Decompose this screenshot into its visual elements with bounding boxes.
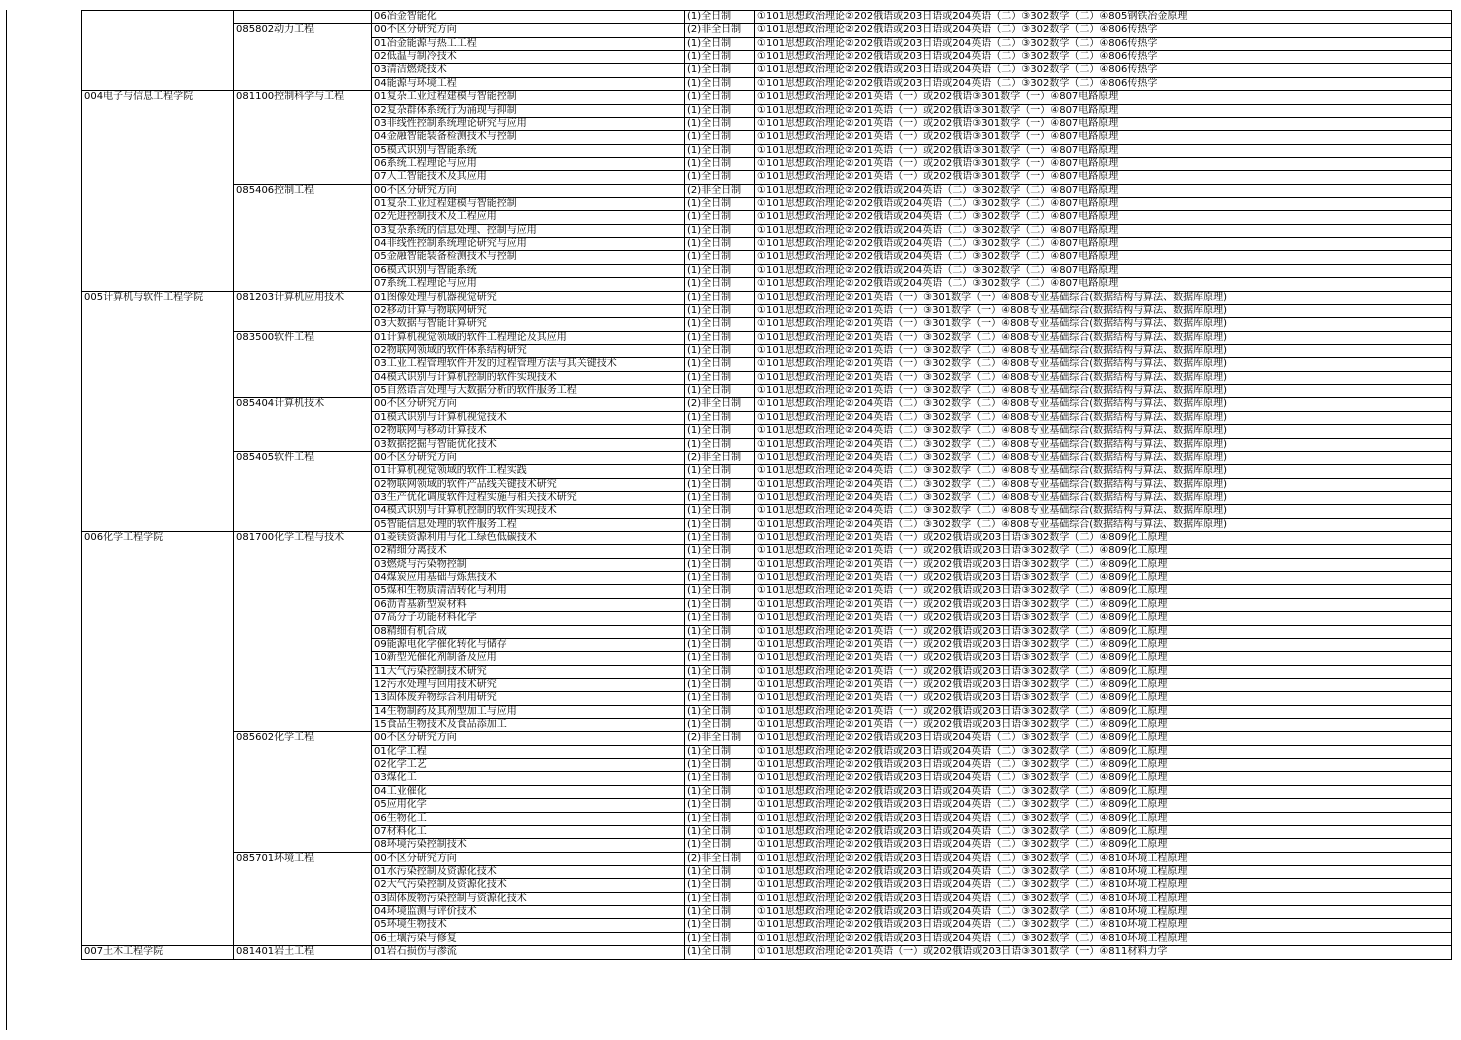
study-mode-cell: (1)全日制 [685,759,755,772]
exam-subjects-cell: ①101思想政治理论②202俄语或203日语或204英语（二）③302数学（二）④805钢铁冶金原理 [755,11,1452,24]
exam-subjects-cell: ①101思想政治理论②202俄语或203日语或204英语（二）③302数学（二）④806传热学 [755,37,1452,50]
research-direction-cell: 01化学工程 [372,745,685,758]
study-mode-cell: (1)全日制 [685,358,755,371]
exam-subjects-cell: ①101思想政治理论②202俄语或204英语（二）③302数学（二）④807电路原理 [755,251,1452,264]
exam-subjects-cell: ①101思想政治理论②204英语（二）③302数学（二）④808专业基础综合(数据结构与算法、数据库原理) [755,438,1452,451]
study-mode-cell: (2)非全日制 [685,852,755,865]
research-direction-cell: 00不区分研究方向 [372,451,685,464]
table-row [82,852,1452,865]
research-direction-cell: 02低温与制冷技术 [372,51,685,64]
exam-subjects-cell: ①101思想政治理论②202俄语或203日语或204英语（二）③302数学（二）④810环境工程原理 [755,919,1452,932]
study-mode-cell: (1)全日制 [685,411,755,424]
exam-subjects-cell: ①101思想政治理论②201英语（一）或202俄语或203日语③301数学（一）④811材料力学 [755,946,1452,959]
study-mode-cell: (2)非全日制 [685,184,755,197]
research-direction-cell: 03大数据与智能计算研究 [372,318,685,331]
study-mode-cell: (1)全日制 [685,932,755,945]
research-direction-cell: 02物联网与移动计算技术 [372,425,685,438]
study-mode-cell: (1)全日制 [685,278,755,291]
exam-subjects-cell: ①101思想政治理论②201英语（一）或202俄语或203日语③302数学（二）④809化工原理 [755,625,1452,638]
exam-subjects-cell: ①101思想政治理论②201英语（一）或202俄语或203日语③302数学（二）④809化工原理 [755,545,1452,558]
major-cell: 085802动力工程 [234,24,372,91]
research-direction-cell: 07材料化工 [372,825,685,838]
research-direction-cell: 01图像处理与机器视觉研究 [372,291,685,304]
major-cell: 081700化学工程与技术 [234,532,372,732]
research-direction-cell: 01菱镁资源利用与化工绿色低碳技术 [372,532,685,545]
study-mode-cell: (1)全日制 [685,11,755,24]
research-direction-cell: 00不区分研究方向 [372,852,685,865]
research-direction-cell: 03复杂系统的信息处理、控制与应用 [372,224,685,237]
exam-subjects-cell: ①101思想政治理论②201英语（一）或202俄语或203日语③302数学（二）④809化工原理 [755,638,1452,651]
research-direction-cell: 03工业工程管理软件开发的过程管理方法与其关键技术 [372,358,685,371]
table-row [82,451,1452,464]
study-mode-cell: (1)全日制 [685,198,755,211]
study-mode-cell: (1)全日制 [685,371,755,384]
exam-subjects-cell: ①101思想政治理论②201英语（一）或202俄语③301数学（一）④807电路原理 [755,144,1452,157]
major-cell: 083500软件工程 [234,331,372,398]
study-mode-cell: (1)全日制 [685,678,755,691]
research-direction-cell: 02复杂群体系统行为涌现与抑制 [372,104,685,117]
exam-subjects-cell: ①101思想政治理论②201英语（一）③302数学（二）④808专业基础综合(数据结构与算法、数据库原理) [755,371,1452,384]
major-cell: 085405软件工程 [234,451,372,531]
exam-subjects-cell: ①101思想政治理论②204英语（二）③302数学（二）④808专业基础综合(数据结构与算法、数据库原理) [755,411,1452,424]
table-row [82,946,1452,959]
study-mode-cell: (1)全日制 [685,545,755,558]
major-cell: 081401岩土工程 [234,946,372,959]
exam-subjects-cell: ①101思想政治理论②201英语（一）或202俄语或203日语③302数学（二）④809化工原理 [755,678,1452,691]
study-mode-cell: (1)全日制 [685,291,755,304]
study-mode-cell: (1)全日制 [685,104,755,117]
table-row [82,291,1452,304]
exam-subjects-cell: ①101思想政治理论②202俄语或204英语（二）③302数学（二）④807电路原理 [755,198,1452,211]
study-mode-cell: (1)全日制 [685,625,755,638]
study-mode-cell: (1)全日制 [685,839,755,852]
exam-subjects-cell: ①101思想政治理论②202俄语或204英语（二）③302数学（二）④807电路原理 [755,184,1452,197]
exam-subjects-cell: ①101思想政治理论②204英语（二）③302数学（二）④808专业基础综合(数据结构与算法、数据库原理) [755,478,1452,491]
study-mode-cell: (1)全日制 [685,385,755,398]
exam-subjects-cell: ①101思想政治理论②202俄语或203日语或204英语（二）③302数学（二）④810环境工程原理 [755,892,1452,905]
research-direction-cell: 09能源电化学催化转化与储存 [372,638,685,651]
research-direction-cell: 02移动计算与物联网研究 [372,304,685,317]
research-direction-cell: 00不区分研究方向 [372,732,685,745]
exam-subjects-cell: ①101思想政治理论②204英语（二）③302数学（二）④808专业基础综合(数据结构与算法、数据库原理) [755,398,1452,411]
research-direction-cell: 02大气污染控制及资源化技术 [372,879,685,892]
study-mode-cell: (1)全日制 [685,892,755,905]
study-mode-cell: (1)全日制 [685,585,755,598]
research-direction-cell: 03固体废物污染控制与资源化技术 [372,892,685,905]
research-direction-cell: 08环境污染控制技术 [372,839,685,852]
table-row [82,91,1452,104]
exam-subjects-cell: ①101思想政治理论②201英语（一）或202俄语或203日语③302数学（二）④809化工原理 [755,692,1452,705]
study-mode-cell: (2)非全日制 [685,451,755,464]
study-mode-cell: (1)全日制 [685,825,755,838]
exam-subjects-cell: ①101思想政治理论②202俄语或204英语（二）③302数学（二）④807电路原理 [755,264,1452,277]
exam-subjects-cell: ①101思想政治理论②202俄语或203日语或204英语（二）③302数学（二）④810环境工程原理 [755,906,1452,919]
study-mode-cell: (1)全日制 [685,238,755,251]
study-mode-cell: (1)全日制 [685,304,755,317]
study-mode-cell: (1)全日制 [685,879,755,892]
study-mode-cell: (1)全日制 [685,51,755,64]
study-mode-cell: (1)全日制 [685,598,755,611]
research-direction-cell: 04金融智能装备检测技术与控制 [372,131,685,144]
exam-subjects-cell: ①101思想政治理论②204英语（二）③302数学（二）④808专业基础综合(数据结构与算法、数据库原理) [755,425,1452,438]
research-direction-cell: 05金融智能装备检测技术与控制 [372,251,685,264]
research-direction-cell: 03清洁燃烧技术 [372,64,685,77]
study-mode-cell: (1)全日制 [685,919,755,932]
study-mode-cell: (1)全日制 [685,224,755,237]
study-mode-cell: (1)全日制 [685,318,755,331]
study-mode-cell: (1)全日制 [685,558,755,571]
study-mode-cell: (1)全日制 [685,612,755,625]
college-cell: 005计算机与软件工程学院 [82,291,234,531]
research-direction-cell: 01计算机视觉领域的软件工程理论及其应用 [372,331,685,344]
exam-subjects-cell: ①101思想政治理论②202俄语或204英语（二）③302数学（二）④807电路原理 [755,224,1452,237]
exam-subjects-cell: ①101思想政治理论②201英语（一）或202俄语或203日语③302数学（二）④809化工原理 [755,705,1452,718]
research-direction-cell: 04煤炭应用基础与炼焦技术 [372,572,685,585]
research-direction-cell: 02先进控制技术及工程应用 [372,211,685,224]
research-direction-cell: 03燃烧与污染物控制 [372,558,685,571]
table-row [82,732,1452,745]
research-direction-cell: 01模式识别与计算机视觉技术 [372,411,685,424]
research-direction-cell: 00不区分研究方向 [372,184,685,197]
research-direction-cell: 03生产优化调度软件过程实施与相关技术研究 [372,491,685,504]
exam-subjects-cell: ①101思想政治理论②201英语（一）或202俄语或203日语③302数学（二）④809化工原理 [755,665,1452,678]
exam-subjects-cell: ①101思想政治理论②201英语（一）或202俄语或203日语③302数学（二）④809化工原理 [755,585,1452,598]
research-direction-cell: 05自然语言处理与大数据分析的软件服务工程 [372,385,685,398]
research-direction-cell: 01复杂工业过程建模与智能控制 [372,198,685,211]
exam-subjects-cell: ①101思想政治理论②201英语（一）③301数学（一）④808专业基础综合(数据结构与算法、数据库原理) [755,304,1452,317]
research-direction-cell: 03数据挖掘与智能优化技术 [372,438,685,451]
research-direction-cell: 01计算机视觉领域的软件工程实践 [372,465,685,478]
exam-subjects-cell: ①101思想政治理论②202俄语或204英语（二）③302数学（二）④807电路原理 [755,238,1452,251]
exam-subjects-cell: ①101思想政治理论②204英语（二）③302数学（二）④808专业基础综合(数据结构与算法、数据库原理) [755,451,1452,464]
study-mode-cell: (1)全日制 [685,211,755,224]
study-mode-cell: (2)非全日制 [685,732,755,745]
exam-subjects-cell: ①101思想政治理论②202俄语或203日语或204英语（二）③302数学（二）④809化工原理 [755,839,1452,852]
study-mode-cell: (1)全日制 [685,665,755,678]
college-cell: 006化学工程学院 [82,532,234,946]
study-mode-cell: (1)全日制 [685,505,755,518]
exam-subjects-cell: ①101思想政治理论②201英语（一）或202俄语③301数学（一）④807电路原理 [755,171,1452,184]
study-mode-cell: (1)全日制 [685,438,755,451]
research-direction-cell: 07高分子功能材料化学 [372,612,685,625]
study-mode-cell: (1)全日制 [685,785,755,798]
exam-subjects-cell: ①101思想政治理论②201英语（一）或202俄语或203日语③302数学（二）④809化工原理 [755,612,1452,625]
exam-subjects-cell: ①101思想政治理论②202俄语或203日语或204英语（二）③302数学（二）④809化工原理 [755,745,1452,758]
exam-subjects-cell: ①101思想政治理论②201英语（一）③302数学（二）④808专业基础综合(数据结构与算法、数据库原理) [755,331,1452,344]
study-mode-cell: (1)全日制 [685,344,755,357]
college-cell [82,11,234,91]
study-mode-cell: (1)全日制 [685,946,755,959]
study-mode-cell: (1)全日制 [685,465,755,478]
table-row [82,398,1452,411]
research-direction-cell: 08精细有机合成 [372,625,685,638]
study-mode-cell: (1)全日制 [685,131,755,144]
study-mode-cell: (1)全日制 [685,692,755,705]
study-mode-cell: (1)全日制 [685,719,755,732]
research-direction-cell: 01复杂工业过程建模与智能控制 [372,91,685,104]
study-mode-cell: (1)全日制 [685,77,755,90]
table-row [82,11,1452,24]
research-direction-cell: 06土壤污染与修复 [372,932,685,945]
study-mode-cell: (1)全日制 [685,331,755,344]
study-mode-cell: (1)全日制 [685,772,755,785]
research-direction-cell: 05智能信息处理的软件服务工程 [372,518,685,531]
table-row [82,331,1452,344]
major-cell: 081100控制科学与工程 [234,91,372,185]
college-cell: 007土木工程学院 [82,946,234,959]
exam-subjects-cell: ①101思想政治理论②202俄语或203日语或204英语（二）③302数学（二）④809化工原理 [755,799,1452,812]
exam-subjects-cell: ①101思想政治理论②201英语（一）或202俄语③301数学（一）④807电路原理 [755,117,1452,130]
study-mode-cell: (2)非全日制 [685,24,755,37]
major-cell: 085406控制工程 [234,184,372,291]
research-direction-cell: 06沥青基新型炭材料 [372,598,685,611]
research-direction-cell: 11大气污染控制技术研究 [372,665,685,678]
study-mode-cell: (1)全日制 [685,866,755,879]
college-cell: 004电子与信息工程学院 [82,91,234,291]
research-direction-cell: 14生物制药及其剂型加工与应用 [372,705,685,718]
table-row [82,532,1452,545]
exam-subjects-cell: ①101思想政治理论②201英语（一）或202俄语③301数学（一）④807电路原理 [755,104,1452,117]
exam-subjects-cell: ①101思想政治理论②201英语（一）或202俄语或203日语③302数学（二）④809化工原理 [755,572,1452,585]
exam-subjects-cell: ①101思想政治理论②201英语（一）或202俄语或203日语③302数学（二）④809化工原理 [755,532,1452,545]
study-mode-cell: (1)全日制 [685,171,755,184]
exam-subjects-cell: ①101思想政治理论②202俄语或203日语或204英语（二）③302数学（二）④809化工原理 [755,732,1452,745]
study-mode-cell: (1)全日制 [685,572,755,585]
study-mode-cell: (1)全日制 [685,37,755,50]
admissions-catalog-table [81,10,1452,960]
research-direction-cell: 01水污染控制及资源化技术 [372,866,685,879]
study-mode-cell: (1)全日制 [685,532,755,545]
research-direction-cell: 07系统工程理论与应用 [372,278,685,291]
major-cell: 085404计算机技术 [234,398,372,451]
exam-subjects-cell: ①101思想政治理论②201英语（一）③301数学（一）④808专业基础综合(数据结构与算法、数据库原理) [755,318,1452,331]
research-direction-cell: 13固体废弃物综合利用研究 [372,692,685,705]
research-direction-cell: 04非线性控制系统理论研究与应用 [372,238,685,251]
exam-subjects-cell: ①101思想政治理论②201英语（一）③302数学（二）④808专业基础综合(数据结构与算法、数据库原理) [755,385,1452,398]
exam-subjects-cell: ①101思想政治理论②201英语（一）或202俄语或203日语③302数学（二）④809化工原理 [755,558,1452,571]
exam-subjects-cell: ①101思想政治理论②204英语（二）③302数学（二）④808专业基础综合(数据结构与算法、数据库原理) [755,491,1452,504]
research-direction-cell: 01冶金能源与热工工程 [372,37,685,50]
exam-subjects-cell: ①101思想政治理论②202俄语或203日语或204英语（二）③302数学（二）④809化工原理 [755,812,1452,825]
exam-subjects-cell: ①101思想政治理论②201英语（一）③302数学（二）④808专业基础综合(数据结构与算法、数据库原理) [755,344,1452,357]
research-direction-cell: 05煤和生物质清洁转化与利用 [372,585,685,598]
study-mode-cell: (1)全日制 [685,745,755,758]
study-mode-cell: (1)全日制 [685,251,755,264]
exam-subjects-cell: ①101思想政治理论②201英语（一）或202俄语或203日语③302数学（二）④809化工原理 [755,652,1452,665]
exam-subjects-cell: ①101思想政治理论②202俄语或204英语（二）③302数学（二）④807电路原理 [755,278,1452,291]
research-direction-cell: 04模式识别与计算机控制的软件实现技术 [372,505,685,518]
major-cell: 085602化学工程 [234,732,372,852]
exam-subjects-cell: ①101思想政治理论②201英语（一）③301数学（一）④808专业基础综合(数据结构与算法、数据库原理) [755,291,1452,304]
research-direction-cell: 05环境生物技术 [372,919,685,932]
exam-subjects-cell: ①101思想政治理论②202俄语或203日语或204英语（二）③302数学（二）④809化工原理 [755,759,1452,772]
major-cell: 081203计算机应用技术 [234,291,372,331]
exam-subjects-cell: ①101思想政治理论②202俄语或203日语或204英语（二）③302数学（二）④810环境工程原理 [755,866,1452,879]
research-direction-cell: 04模式识别与计算机控制的软件实现技术 [372,371,685,384]
research-direction-cell: 06模式识别与智能系统 [372,264,685,277]
exam-subjects-cell: ①101思想政治理论②202俄语或203日语或204英语（二）③302数学（二）④806传热学 [755,77,1452,90]
exam-subjects-cell: ①101思想政治理论②202俄语或203日语或204英语（二）③302数学（二）④806传热学 [755,24,1452,37]
research-direction-cell: 00不区分研究方向 [372,24,685,37]
research-direction-cell: 02化学工艺 [372,759,685,772]
research-direction-cell: 06生物化工 [372,812,685,825]
research-direction-cell: 04环境监测与评价技术 [372,906,685,919]
research-direction-cell: 04工业催化 [372,785,685,798]
exam-subjects-cell: ①101思想政治理论②202俄语或203日语或204英语（二）③302数学（二）④809化工原理 [755,772,1452,785]
exam-subjects-cell: ①101思想政治理论②202俄语或203日语或204英语（二）③302数学（二）④806传热学 [755,51,1452,64]
research-direction-cell: 01岩石损伤与渗流 [372,946,685,959]
study-mode-cell: (1)全日制 [685,157,755,170]
exam-subjects-cell: ①101思想政治理论②204英语（二）③302数学（二）④808专业基础综合(数据结构与算法、数据库原理) [755,518,1452,531]
research-direction-cell: 12污水处理与回用技术研究 [372,678,685,691]
exam-subjects-cell: ①101思想政治理论②202俄语或203日语或204英语（二）③302数学（二）④806传热学 [755,64,1452,77]
research-direction-cell: 06冶金智能化 [372,11,685,24]
major-cell: 085701环境工程 [234,852,372,946]
exam-subjects-cell: ①101思想政治理论②202俄语或203日语或204英语（二）③302数学（二）④810环境工程原理 [755,852,1452,865]
study-mode-cell: (1)全日制 [685,91,755,104]
research-direction-cell: 02物联网领域的软件产品线关键技术研究 [372,478,685,491]
exam-subjects-cell: ①101思想政治理论②201英语（一）或202俄语或203日语③302数学（二）④809化工原理 [755,719,1452,732]
study-mode-cell: (1)全日制 [685,264,755,277]
study-mode-cell: (1)全日制 [685,652,755,665]
page-left-border [6,10,7,1030]
table-row [82,24,1452,37]
exam-subjects-cell: ①101思想政治理论②204英语（二）③302数学（二）④808专业基础综合(数据结构与算法、数据库原理) [755,505,1452,518]
study-mode-cell: (1)全日制 [685,64,755,77]
research-direction-cell: 00不区分研究方向 [372,398,685,411]
research-direction-cell: 03煤化工 [372,772,685,785]
study-mode-cell: (1)全日制 [685,906,755,919]
study-mode-cell: (2)非全日制 [685,398,755,411]
exam-subjects-cell: ①101思想政治理论②201英语（一）③302数学（二）④808专业基础综合(数据结构与算法、数据库原理) [755,358,1452,371]
research-direction-cell: 06系统工程理论与应用 [372,157,685,170]
table-row [82,184,1452,197]
study-mode-cell: (1)全日制 [685,144,755,157]
research-direction-cell: 04能源与环境工程 [372,77,685,90]
research-direction-cell: 15食品生物技术及食品添加工 [372,719,685,732]
study-mode-cell: (1)全日制 [685,117,755,130]
exam-subjects-cell: ①101思想政治理论②202俄语或203日语或204英语（二）③302数学（二）④810环境工程原理 [755,932,1452,945]
study-mode-cell: (1)全日制 [685,705,755,718]
study-mode-cell: (1)全日制 [685,638,755,651]
exam-subjects-cell: ①101思想政治理论②202俄语或203日语或204英语（二）③302数学（二）④809化工原理 [755,785,1452,798]
exam-subjects-cell: ①101思想政治理论②202俄语或203日语或204英语（二）③302数学（二）④809化工原理 [755,825,1452,838]
exam-subjects-cell: ①101思想政治理论②201英语（一）或202俄语③301数学（一）④807电路原理 [755,131,1452,144]
study-mode-cell: (1)全日制 [685,491,755,504]
research-direction-cell: 02精细分离技术 [372,545,685,558]
research-direction-cell: 03非线性控制系统理论研究与应用 [372,117,685,130]
research-direction-cell: 02物联网领域的软件体系结构研究 [372,344,685,357]
research-direction-cell: 05应用化学 [372,799,685,812]
catalog-table-body [82,11,1452,960]
research-direction-cell: 07人工智能技术及其应用 [372,171,685,184]
exam-subjects-cell: ①101思想政治理论②201英语（一）或202俄语③301数学（一）④807电路原理 [755,157,1452,170]
study-mode-cell: (1)全日制 [685,478,755,491]
exam-subjects-cell: ①101思想政治理论②202俄语或204英语（二）③302数学（二）④807电路原理 [755,211,1452,224]
study-mode-cell: (1)全日制 [685,518,755,531]
exam-subjects-cell: ①101思想政治理论②202俄语或203日语或204英语（二）③302数学（二）④810环境工程原理 [755,879,1452,892]
exam-subjects-cell: ①101思想政治理论②204英语（二）③302数学（二）④808专业基础综合(数据结构与算法、数据库原理) [755,465,1452,478]
research-direction-cell: 10新型光催化剂制备及应用 [372,652,685,665]
research-direction-cell: 05模式识别与智能系统 [372,144,685,157]
exam-subjects-cell: ①101思想政治理论②201英语（一）或202俄语③301数学（一）④807电路原理 [755,91,1452,104]
study-mode-cell: (1)全日制 [685,425,755,438]
major-cell [234,11,372,24]
study-mode-cell: (1)全日制 [685,799,755,812]
study-mode-cell: (1)全日制 [685,812,755,825]
exam-subjects-cell: ①101思想政治理论②201英语（一）或202俄语或203日语③302数学（二）④809化工原理 [755,598,1452,611]
